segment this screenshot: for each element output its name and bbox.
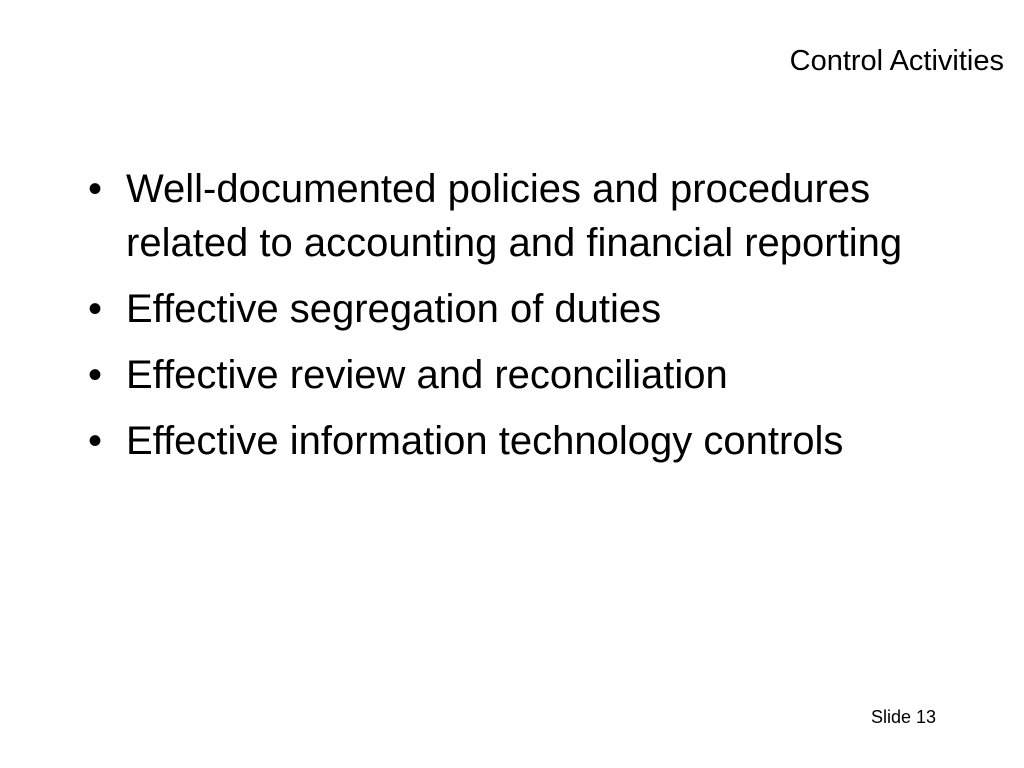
bullet-icon: • <box>88 167 103 211</box>
bullet-item <box>88 348 918 402</box>
bullet-text: Effective review and reconciliation <box>126 353 728 397</box>
bullet-text: Effective segregation of duties <box>126 287 662 331</box>
bullet-text: Effective information technology controls <box>126 419 844 463</box>
bullet-item <box>88 162 918 270</box>
bullet-icon: • <box>88 353 103 397</box>
slide-title: Control Activities <box>789 45 1004 77</box>
bullet-icon: • <box>88 419 103 463</box>
bullet-list <box>88 162 918 480</box>
bullet-item <box>88 414 918 468</box>
bullet-icon: • <box>88 287 103 331</box>
bullet-text: Well-documented policies and procedures related to accounting and financial reporting <box>126 167 903 265</box>
bullet-item <box>88 282 918 336</box>
slide-number: Slide 13 <box>870 707 936 727</box>
